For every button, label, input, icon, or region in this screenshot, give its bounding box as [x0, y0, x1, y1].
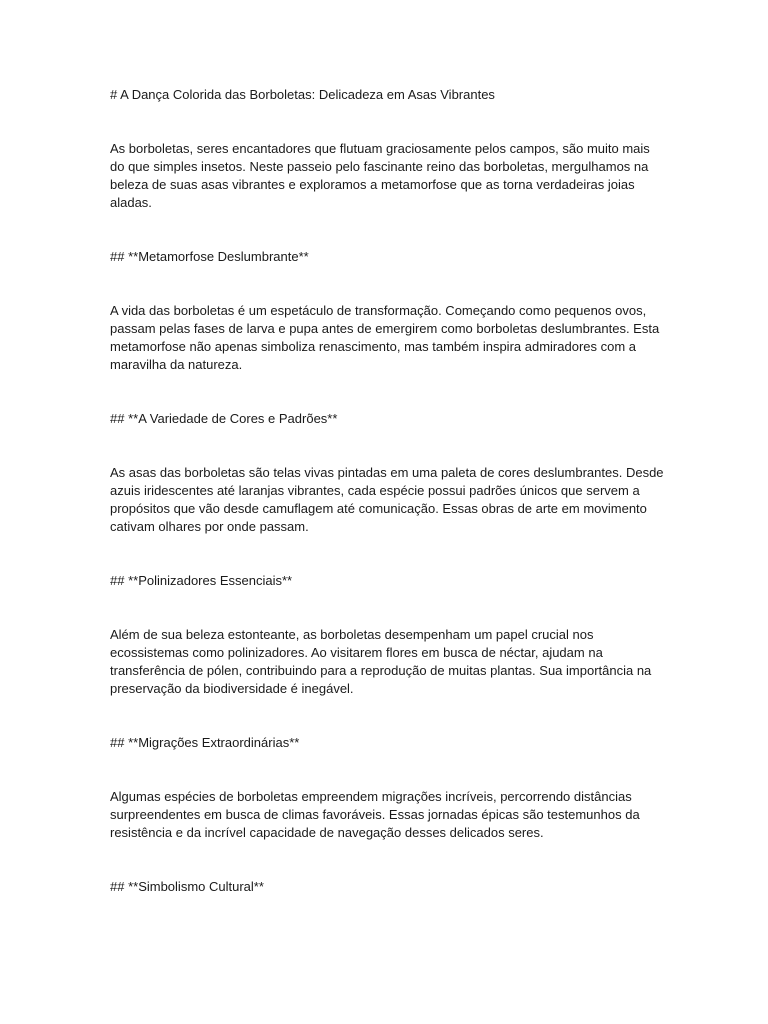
- paragraph-line: resistência e da incrível capacidade de navegação desses delicados seres.: [110, 825, 544, 840]
- paragraph-line: azuis iridescentes até laranjas vibrantes, cada espécie possui padrões únicos que servem a: [110, 483, 640, 498]
- paragraph-line: A vida das borboletas é um espetáculo de transformação. Começando como pequenos ovos,: [110, 303, 647, 318]
- paragraph-line: transferência de pólen, contribuindo para a reprodução de muitas plantas. Sua importância na: [110, 663, 652, 678]
- intro-line: As borboletas, seres encantadores que flutuam graciosamente pelos campos, são muito mais: [110, 141, 650, 156]
- paragraph-line: metamorfose não apenas simboliza renascimento, mas também inspira admiradores com a: [110, 339, 637, 354]
- section-heading-migracoes: ## **Migrações Extraordinárias**: [110, 735, 300, 750]
- section-heading-metamorfose: ## **Metamorfose Deslumbrante**: [110, 249, 309, 264]
- paragraph-line: propósitos que vão desde camuflagem até comunicação. Essas obras de arte em movimento: [110, 501, 647, 516]
- intro-line: beleza de suas asas vibrantes e exploramos a metamorfose que as torna verdadeiras joias: [110, 177, 635, 192]
- paragraph-line: maravilha da natureza.: [110, 357, 243, 372]
- paragraph-line: surpreendentes em busca de climas favoráveis. Essas jornadas épicas são testemunhos da: [110, 807, 640, 822]
- intro-line: aladas.: [110, 195, 152, 210]
- paragraph-line: Algumas espécies de borboletas empreendem migrações incríveis, percorrendo distâncias: [110, 789, 632, 804]
- paragraph-line: preservação da biodiversidade é inegável.: [110, 681, 354, 696]
- paragraph-line: As asas das borboletas são telas vivas pintadas em uma paleta de cores deslumbrantes. Desde: [110, 465, 664, 480]
- paragraph-line: ecossistemas como polinizadores. Ao visitarem flores em busca de néctar, ajudam na: [110, 645, 603, 660]
- paragraph-line: Além de sua beleza estonteante, as borboletas desempenham um papel crucial nos: [110, 627, 594, 642]
- section-heading-polinizadores: ## **Polinizadores Essenciais**: [110, 573, 293, 588]
- paragraph-line: cativam olhares por onde passam.: [110, 519, 309, 534]
- section-heading-cores: ## **A Variedade de Cores e Padrões**: [110, 411, 338, 426]
- section-heading-simbolismo: ## **Simbolismo Cultural**: [110, 879, 264, 894]
- document-title: # A Dança Colorida das Borboletas: Delicadeza em Asas Vibrantes: [110, 87, 495, 102]
- paragraph-line: passam pelas fases de larva e pupa antes de emergirem como borboletas deslumbrantes. Esta: [110, 321, 660, 336]
- intro-line: do que simples insetos. Neste passeio pelo fascinante reino das borboletas, mergulhamos na: [110, 159, 649, 174]
